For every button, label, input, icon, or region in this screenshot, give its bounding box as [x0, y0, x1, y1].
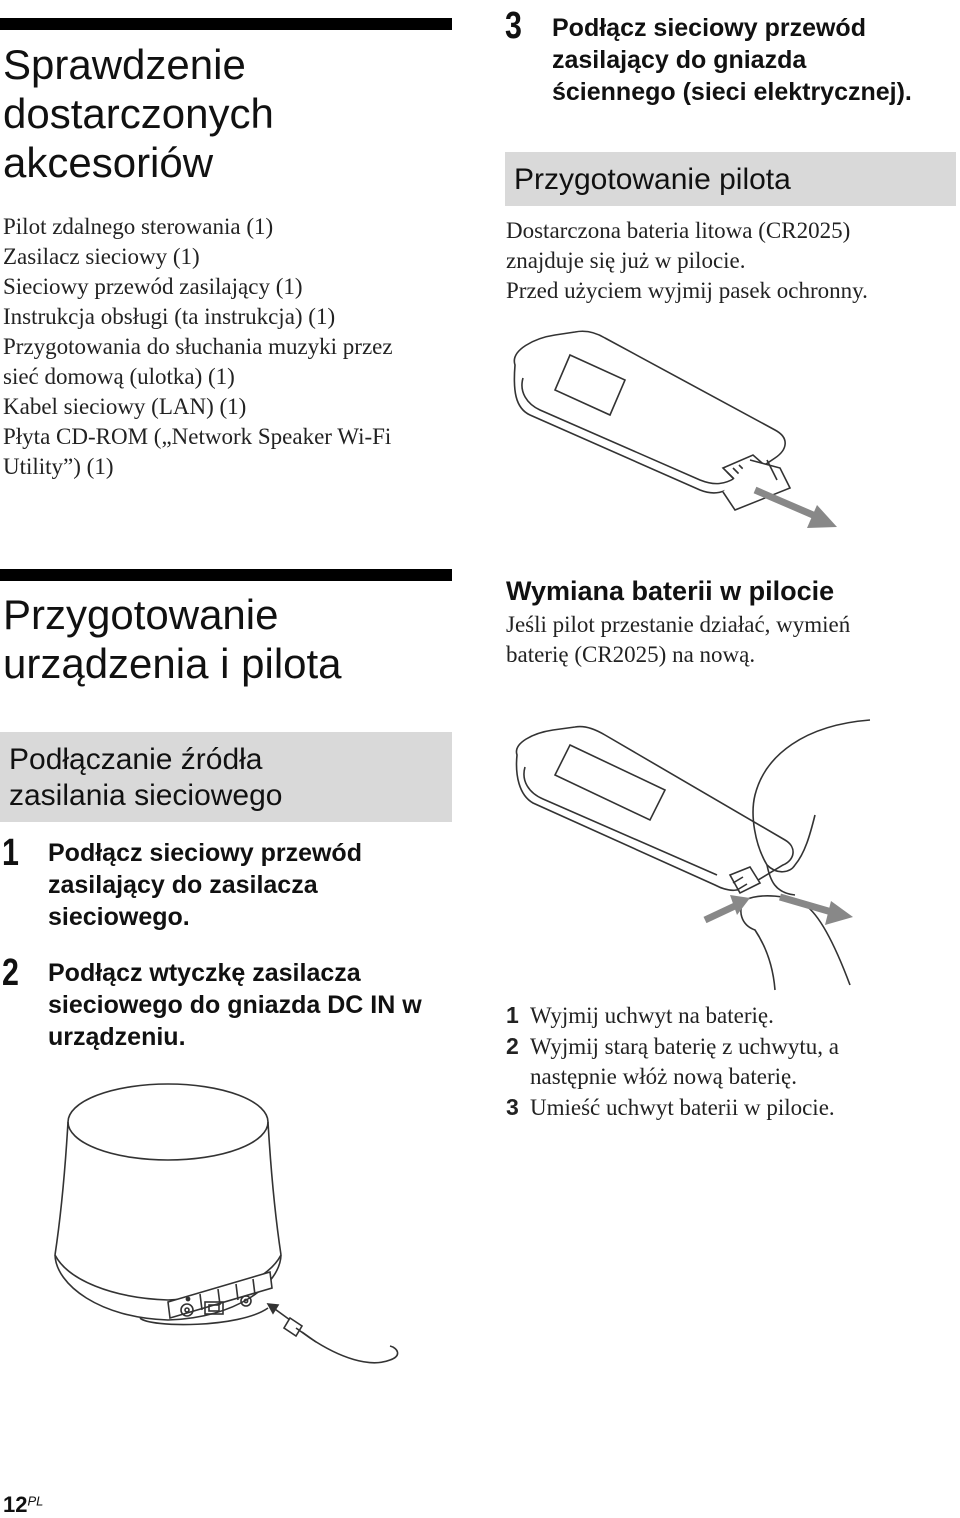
list-item: Płyta CD-ROM („Network Speaker Wi-Fi	[3, 424, 392, 449]
list-item: Utility”) (1)	[3, 454, 114, 479]
accessories-title: Sprawdzenie dostarczonych akcesoriów	[3, 41, 274, 186]
list-item: Kabel sieciowy (LAN) (1)	[3, 394, 247, 419]
battery-intro-text: Jeśli pilot przestanie działać, wymień baterię (CR2025) na nową.	[506, 612, 851, 667]
list-item: sieć domową (ulotka) (1)	[3, 364, 235, 389]
accessories-list	[3, 212, 393, 482]
list-item: 3 Umieść uchwyt baterii w pilocie.	[506, 1094, 835, 1120]
list-item: Instrukcja obsługi (ta instrukcja) (1)	[3, 304, 336, 329]
list-item: 1 Wyjmij uchwyt na baterię.	[506, 1002, 774, 1028]
power-section-title: Podłączanie źródła zasilania sieciowego	[9, 743, 283, 812]
step-3-number: 3	[505, 5, 522, 47]
speaker-illustration	[40, 1070, 410, 1390]
top-rule-left	[0, 18, 452, 30]
step-2-number: 2	[2, 952, 19, 994]
step-1-text: Podłącz sieciowy przewód zasilający do zasilacza sieciowego.	[48, 839, 362, 931]
list-item: Przygotowania do słuchania muzyki przez	[3, 334, 393, 359]
list-item: Zasilacz sieciowy (1)	[3, 244, 200, 269]
list-item: Pilot zdalnego sterowania (1)	[3, 214, 274, 239]
list-item: 2 Wyjmij starą baterię z uchwytu, a	[506, 1033, 839, 1059]
step-1-number: 1	[2, 832, 19, 874]
step-2-text: Podłącz wtyczkę zasilacza sieciowego do gniazda DC IN w urządzeniu.	[48, 959, 422, 1051]
preparation-title: Przygotowanie urządzenia i pilota	[3, 591, 342, 687]
remote-section-title: Przygotowanie pilota	[514, 163, 791, 196]
page-number: $12^{PL}$	[3, 1492, 44, 1517]
remote-illustration	[505, 320, 845, 535]
list-item-continuation: następnie włóż nową baterię.	[530, 1064, 797, 1089]
section-rule-left	[0, 569, 452, 581]
remote-text: Dostarczona bateria litowa (CR2025) znajduje się już w pilocie. Przed użyciem wyjmij pasek ochronny.	[506, 218, 868, 303]
battery-replacement-illustration	[505, 715, 875, 995]
battery-steps	[506, 1000, 839, 1123]
step-3-text: Podłącz sieciowy przewód zasilający do gniazda ściennego (sieci elektrycznej).	[552, 14, 912, 106]
list-item: Sieciowy przewód zasilający (1)	[3, 274, 303, 299]
battery-section-title: Wymiana baterii w pilocie	[506, 576, 835, 606]
